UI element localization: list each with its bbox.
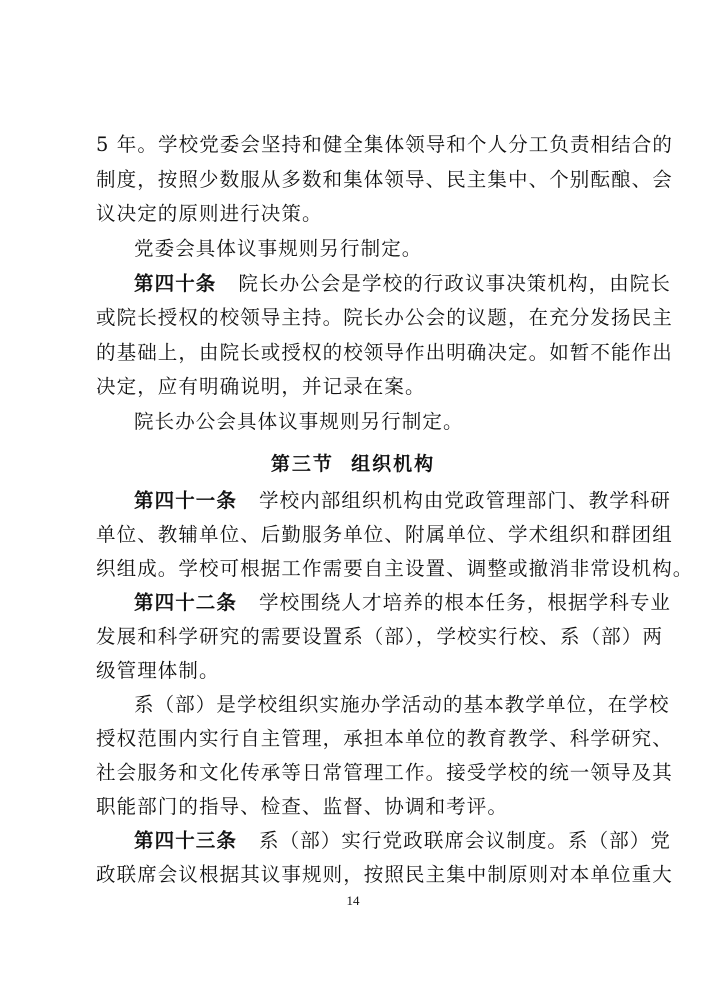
paragraph-line: 系（部）是学校组织实施办学活动的基本教学单位，在学校	[134, 693, 670, 716]
article-text: 学校内部组织机构由党政管理部门、教学科研	[259, 489, 672, 512]
paragraph-line: 制度，按照少数服从多数和集体领导、民主集中、个别酝酿、会	[96, 168, 673, 191]
section-heading: 第三节 组织机构	[270, 453, 436, 475]
article-number: 第四十二条	[134, 591, 238, 614]
paragraph-line: 党委会具体议事规则另行制定。	[134, 237, 423, 260]
paragraph-line: 或院长授权的校领导主持。院长办公会的议题，在充分发扬民主	[96, 306, 673, 329]
paragraph-line: 发展和科学研究的需要设置系（部），学校实行校、系（部）两	[96, 625, 664, 648]
paragraph-line: 政联席会议根据其议事规则，按照民主集中制原则对本单位重大	[96, 863, 673, 886]
page-number: 14	[346, 893, 360, 908]
article-first-line	[134, 591, 671, 615]
article-first-line	[134, 272, 671, 296]
paragraph-line: 院长办公会具体议事规则另行制定。	[134, 410, 464, 433]
article-number: 第四十一条	[134, 489, 238, 512]
paragraph-line: 社会服务和文化传承等日常管理工作。接受学校的统一领导及其	[96, 761, 673, 784]
paragraph-line: 议决定的原则进行决策。	[96, 202, 323, 225]
paragraph-line: 职能部门的指导、检查、监督、协调和考评。	[96, 795, 509, 818]
article-first-line	[134, 829, 671, 853]
article-text: 学校围绕人才培养的根本任务，根据学科专业	[259, 591, 672, 614]
paragraph-line: 决定，应有明确说明，并记录在案。	[96, 375, 426, 398]
paragraph-line: 的基础上，由院长或授权的校领导作出明确决定。如暂不能作出	[96, 341, 673, 364]
paragraph-line: 织组成。学校可根据工作需要自主设置、调整或撤消非常设机构。	[96, 557, 694, 580]
article-number: 第四十条	[134, 272, 217, 295]
paragraph-line: 授权范围内实行自主管理，承担本单位的教育教学、科学研究、	[96, 727, 673, 750]
article-text: 系（部）实行党政联席会议制度。系（部）党	[259, 829, 672, 852]
paragraph-line: 5 年。学校党委会坚持和健全集体领导和个人分工负责相结合的	[96, 133, 674, 156]
article-text: 院长办公会是学校的行政议事决策机构，由院长	[238, 272, 672, 295]
article-first-line	[134, 489, 671, 513]
paragraph-line: 级管理体制。	[96, 659, 220, 682]
article-number: 第四十三条	[134, 829, 238, 852]
paragraph-line: 单位、教辅单位、后勤服务单位、附属单位、学术组织和群团组	[96, 523, 673, 546]
